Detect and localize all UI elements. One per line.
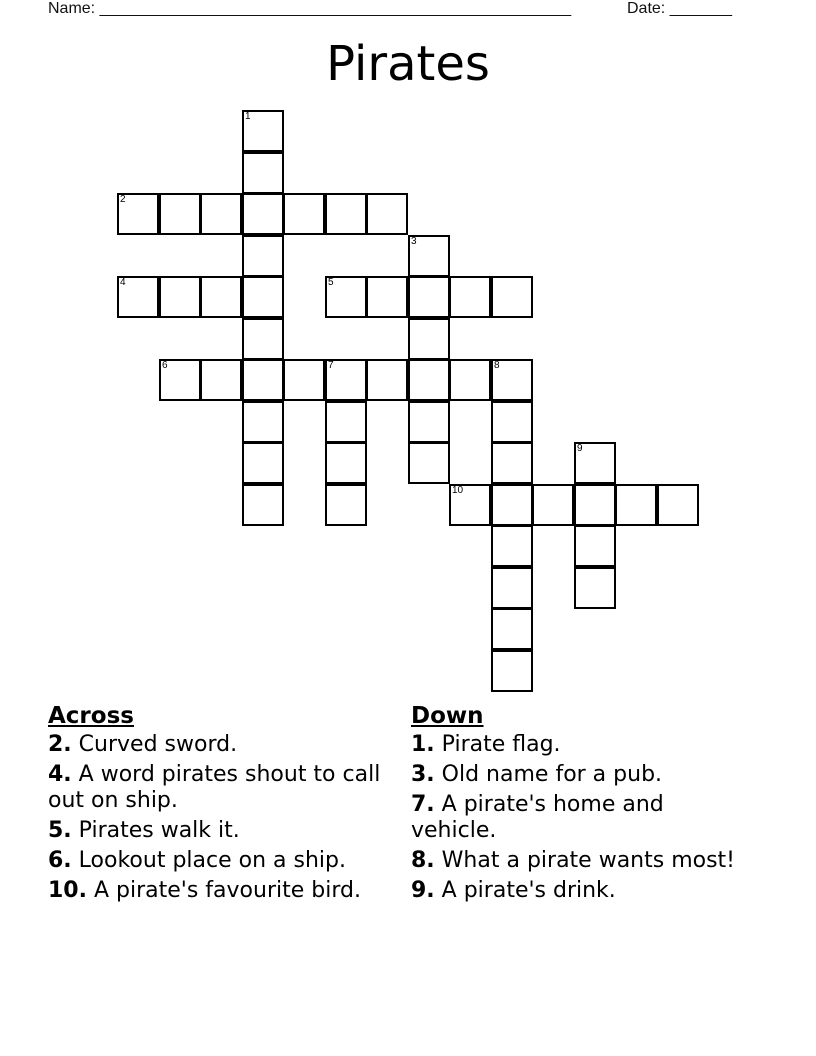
clue-number: 9. [411, 878, 435, 903]
crossword-cell[interactable] [117, 193, 159, 235]
crossword-cell[interactable] [325, 442, 367, 484]
crossword-cell[interactable] [200, 359, 242, 401]
crossword-cell[interactable] [325, 484, 367, 526]
crossword-cell[interactable] [242, 318, 284, 360]
clue-number: 1. [411, 732, 435, 757]
crossword-cell[interactable] [242, 401, 284, 443]
down-clue [411, 732, 741, 758]
crossword-cell[interactable] [117, 276, 159, 318]
crossword-cell[interactable] [366, 359, 408, 401]
crossword-cell[interactable] [325, 401, 367, 443]
crossword-cell[interactable] [408, 235, 450, 277]
crossword-cell[interactable] [366, 276, 408, 318]
page-title: Pirates [326, 36, 490, 92]
clue-text: A pirate's drink. [441, 878, 616, 903]
crossword-cell[interactable] [408, 442, 450, 484]
crossword-cell[interactable] [159, 193, 201, 235]
clue-text: A word pirates shout to call out on ship. [48, 762, 381, 813]
clue-number: 6. [48, 848, 72, 873]
clue-number: 10. [48, 878, 87, 903]
crossword-cell[interactable] [242, 193, 284, 235]
crossword-cell[interactable] [574, 567, 616, 609]
cell-number: 6 [162, 360, 168, 371]
crossword-cell[interactable] [615, 484, 657, 526]
cell-number: 10 [452, 485, 464, 496]
crossword-cell[interactable] [491, 401, 533, 443]
clue-text: Pirates walk it. [78, 818, 240, 843]
crossword-cell[interactable] [408, 401, 450, 443]
clue-number: 5. [48, 818, 72, 843]
down-heading: Down [411, 703, 484, 729]
crossword-cell[interactable] [242, 442, 284, 484]
clue-text: A pirate's home and vehicle. [411, 792, 664, 843]
across-clue [48, 818, 398, 844]
across-clues [48, 702, 398, 908]
crossword-cell[interactable] [657, 484, 699, 526]
crossword-cell[interactable] [491, 276, 533, 318]
down-clue [411, 792, 741, 844]
crossword-cell[interactable] [242, 110, 284, 152]
down-clues [411, 702, 741, 908]
across-heading: Across [48, 703, 134, 729]
crossword-cell[interactable] [325, 359, 367, 401]
across-clue [48, 732, 398, 758]
cell-number: 9 [577, 443, 583, 454]
crossword-cell[interactable] [283, 359, 325, 401]
clue-text: A pirate's favourite bird. [93, 878, 361, 903]
crossword-cell[interactable] [325, 276, 367, 318]
clue-number: 7. [411, 792, 435, 817]
crossword-cell[interactable] [242, 276, 284, 318]
cell-number: 1 [245, 111, 251, 122]
crossword-cell[interactable] [366, 193, 408, 235]
crossword-cell[interactable] [491, 442, 533, 484]
clue-number: 2. [48, 732, 72, 757]
crossword-cell[interactable] [408, 359, 450, 401]
crossword-cell[interactable] [159, 359, 201, 401]
crossword-cell[interactable] [242, 152, 284, 194]
crossword-cell[interactable] [242, 484, 284, 526]
crossword-cell[interactable] [491, 608, 533, 650]
crossword-cell[interactable] [325, 193, 367, 235]
across-clue [48, 878, 398, 904]
crossword-cell[interactable] [574, 442, 616, 484]
clue-text: Lookout place on a ship. [78, 848, 346, 873]
cell-number: 2 [120, 194, 126, 205]
crossword-cell[interactable] [242, 359, 284, 401]
crossword-cell[interactable] [491, 484, 533, 526]
crossword-cell[interactable] [491, 650, 533, 692]
crossword-cell[interactable] [408, 276, 450, 318]
cell-number: 3 [411, 236, 417, 247]
cell-number: 4 [120, 277, 126, 288]
crossword-cell[interactable] [159, 276, 201, 318]
clue-number: 8. [411, 848, 435, 873]
crossword-cell[interactable] [200, 276, 242, 318]
clue-text: Old name for a pub. [441, 762, 663, 787]
cell-number: 8 [494, 360, 500, 371]
crossword-cell[interactable] [449, 359, 491, 401]
cell-number: 7 [328, 360, 334, 371]
across-clue [48, 762, 398, 814]
crossword-cell[interactable] [491, 359, 533, 401]
date-line: Date: _______ [627, 0, 732, 17]
crossword-cell[interactable] [491, 525, 533, 567]
crossword-cell[interactable] [449, 484, 491, 526]
crossword-cell[interactable] [574, 484, 616, 526]
crossword-cell[interactable] [408, 318, 450, 360]
crossword-cell[interactable] [449, 276, 491, 318]
across-clue [48, 848, 398, 874]
crossword-cell[interactable] [200, 193, 242, 235]
clue-text: What a pirate wants most! [441, 848, 735, 873]
cell-number: 5 [328, 277, 334, 288]
clue-number: 4. [48, 762, 72, 787]
crossword-cell[interactable] [242, 235, 284, 277]
clue-text: Curved sword. [78, 732, 238, 757]
name-line: Name: _____________________________________________________ [48, 0, 572, 17]
crossword-cell[interactable] [574, 525, 616, 567]
down-clue [411, 848, 741, 874]
down-clue [411, 878, 741, 904]
clue-text: Pirate flag. [441, 732, 561, 757]
crossword-cell[interactable] [532, 484, 574, 526]
clue-number: 3. [411, 762, 435, 787]
crossword-cell[interactable] [283, 193, 325, 235]
crossword-cell[interactable] [491, 567, 533, 609]
down-clue [411, 762, 741, 788]
